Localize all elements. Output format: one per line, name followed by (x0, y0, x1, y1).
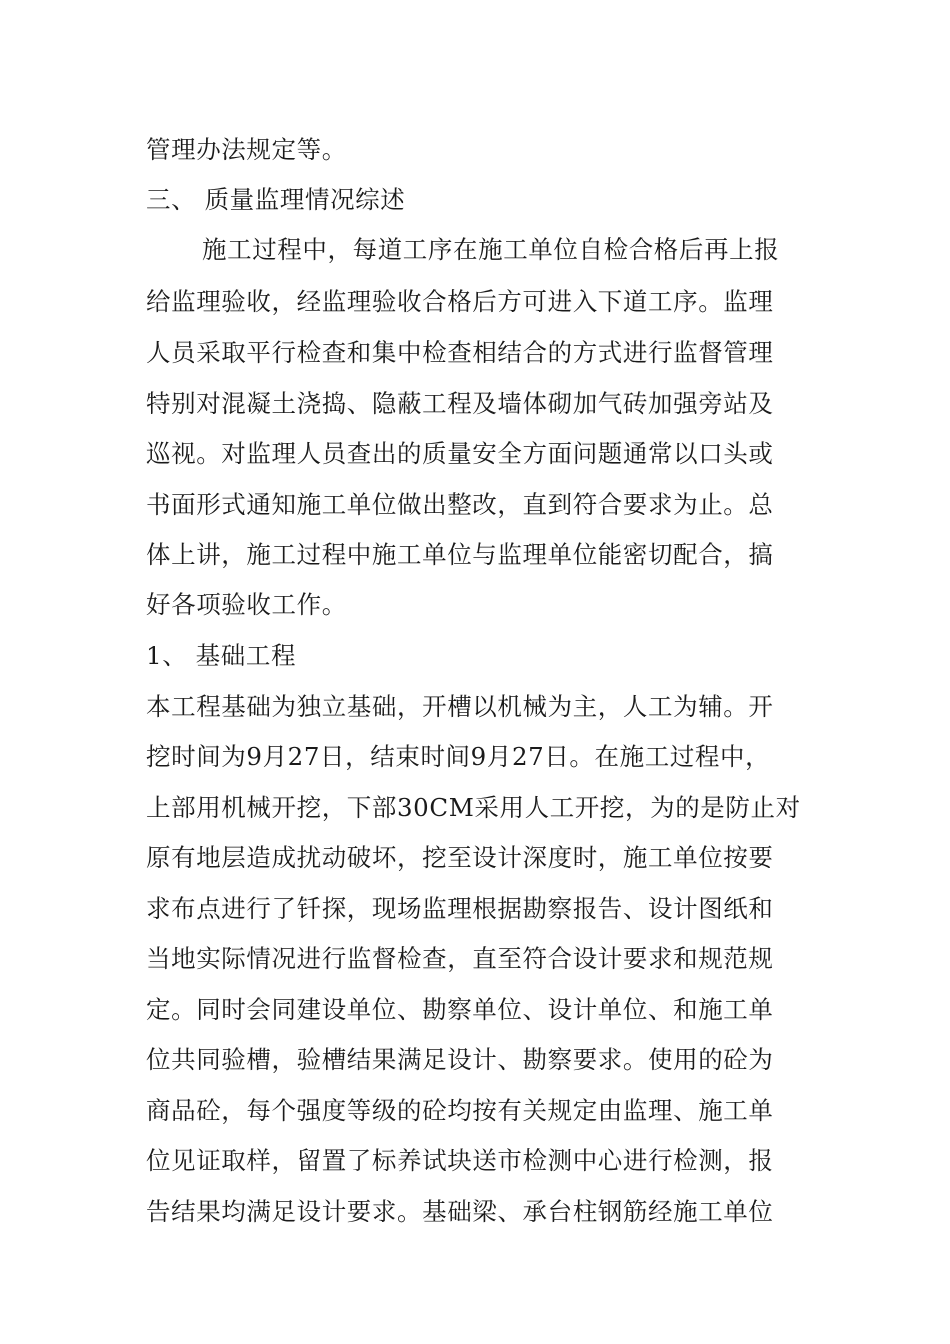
text-line: 定。同时会同建设单位、勘察单位、设计单位、和施工单 (146, 995, 774, 1024)
text-line: 人员采取平行检查和集中检查相结合的方式进行监督管理 (146, 338, 774, 367)
text-line: 求布点进行了钎探，现场监理根据勘察报告、设计图纸和 (146, 894, 774, 923)
text-line: 上部用机械开挖，下部30CM采用人工开挖，为的是防止对 (146, 793, 801, 822)
text-line: 位共同验槽，验槽结果满足设计、勘察要求。使用的砼为 (146, 1045, 774, 1074)
subsection-heading: 1、 基础工程 (146, 641, 297, 670)
text-line: 当地实际情况进行监督检查，直至符合设计要求和规范规 (146, 944, 774, 973)
text-line: 特别对混凝土浇捣、隐蔽工程及墙体砌加气砖加强旁站及 (146, 389, 774, 418)
text-line: 挖时间为9月27日，结束时间9月27日。在施工过程中， (146, 742, 771, 771)
text-line: 好各项验收工作。 (146, 590, 347, 619)
text-line: 书面形式通知施工单位做出整改，直到符合要求为止。总 (146, 490, 774, 519)
text-line: 本工程基础为独立基础，开槽以机械为主，人工为辅。开 (146, 692, 774, 721)
text-line: 体上讲，施工过程中施工单位与监理单位能密切配合，搞 (146, 540, 774, 569)
text-line: 告结果均满足设计要求。基础梁、承台柱钢筋经施工单位 (146, 1197, 774, 1226)
text-line: 管理办法规定等。 (146, 135, 347, 164)
text-line: 原有地层造成扰动破坏，挖至设计深度时，施工单位按要 (146, 843, 774, 872)
section-heading: 三、 质量监理情况综述 (146, 185, 406, 214)
text-line: 给监理验收，经监理验收合格后方可进入下道工序。监理 (146, 287, 774, 316)
text-line: 商品砼，每个强度等级的砼均按有关规定由监理、施工单 (146, 1096, 774, 1125)
paragraph-first-line: 施工过程中，每道工序在施工单位自检合格后再上报 (202, 235, 780, 264)
text-line: 巡视。对监理人员查出的质量安全方面问题通常以口头或 (146, 439, 774, 468)
text-line: 位见证取样，留置了标养试块送市检测中心进行检测，报 (146, 1146, 774, 1175)
